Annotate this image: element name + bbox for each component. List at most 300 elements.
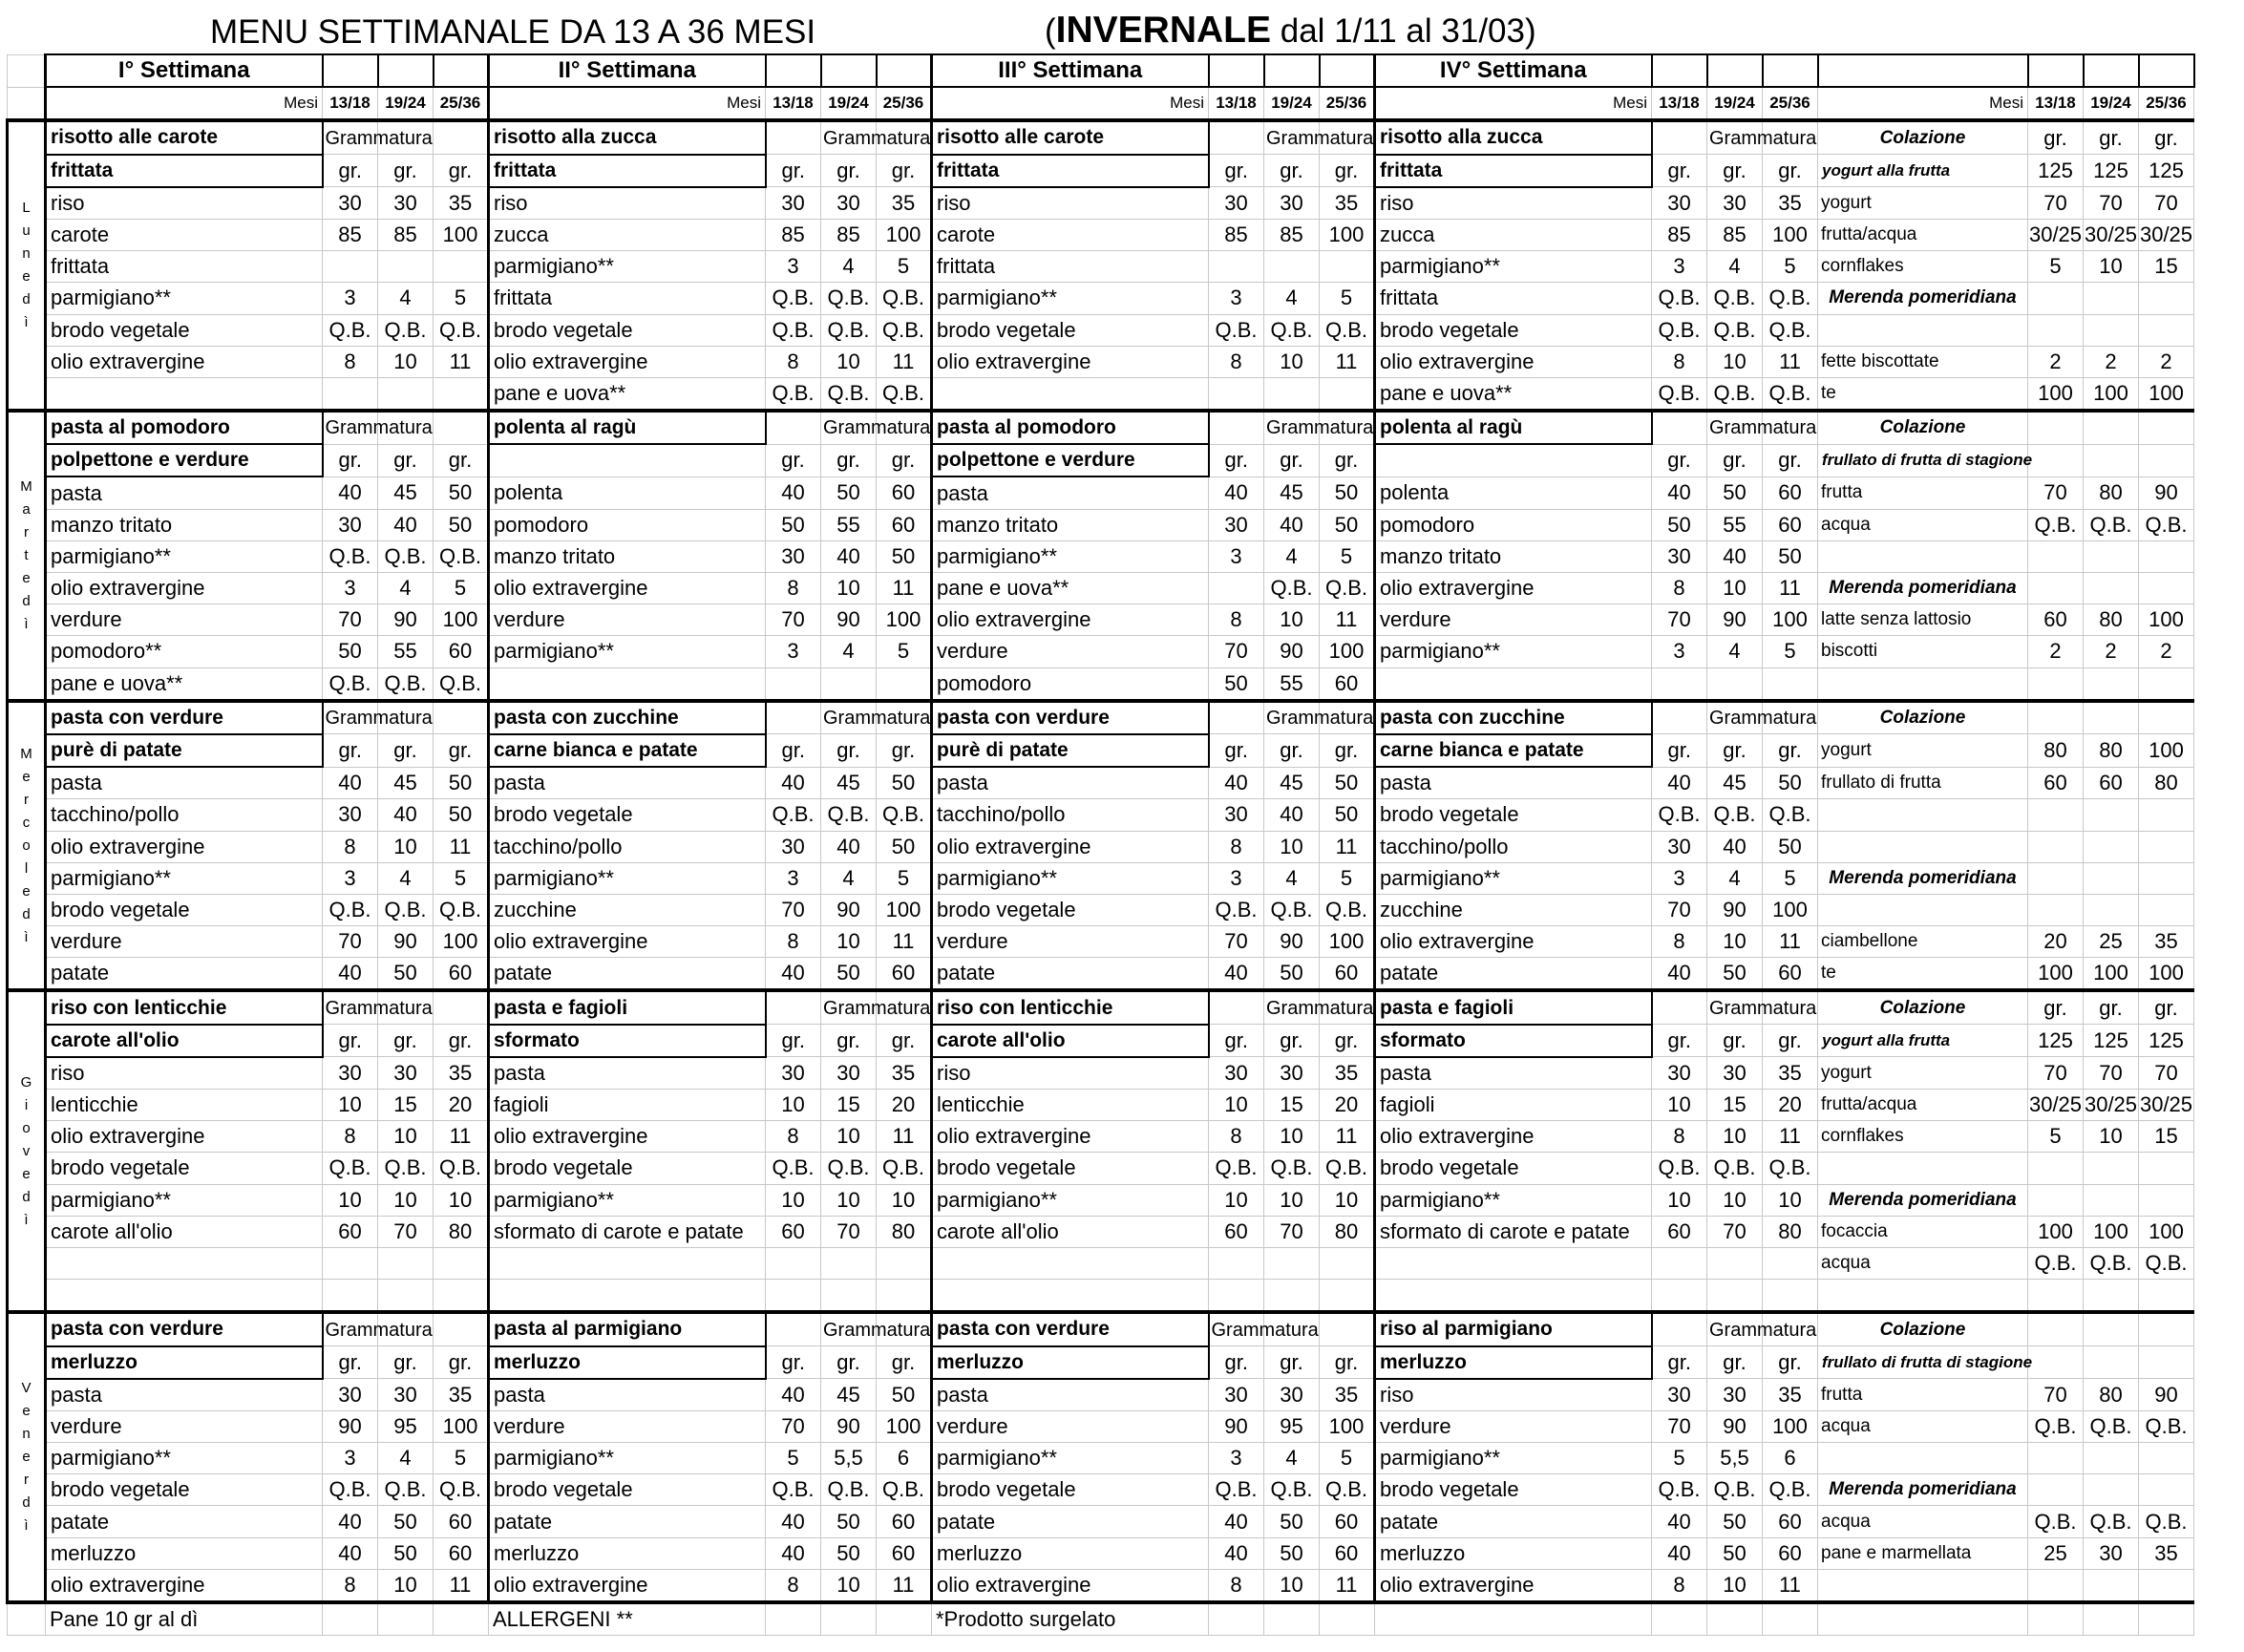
food-item: polenta [489, 477, 766, 509]
quantity-cell [434, 1247, 489, 1279]
quantity-cell: 15 [1264, 1090, 1320, 1121]
quantity-cell: 50 [1209, 667, 1264, 701]
quantity-cell [2084, 831, 2139, 862]
food-item: pane e uova** [46, 667, 323, 701]
quantity-cell: 5 [434, 1443, 489, 1474]
quantity-cell [2139, 1346, 2194, 1379]
quantity-cell [766, 701, 821, 734]
quantity-cell: 80 [877, 1216, 932, 1247]
quantity-cell: Q.B. [766, 1474, 821, 1506]
quantity-cell: Q.B. [877, 314, 932, 346]
food-item: verdure [1375, 1410, 1652, 1442]
quantity-cell: 3 [1209, 283, 1264, 314]
food-item: brodo vegetale [489, 1474, 766, 1506]
quantity-cell: 30 [1652, 1379, 1707, 1411]
quantity-cell: gr. [434, 155, 489, 187]
age-column-header: 13/18 [323, 87, 378, 120]
season-subtitle: (INVERNALE dal 1/11 al 31/03) [1045, 10, 1536, 51]
quantity-cell: 8 [1209, 604, 1264, 636]
food-item: parmigiano** [1375, 251, 1652, 283]
quantity-cell: 90 [1707, 894, 1763, 925]
quantity-cell [1209, 1280, 1264, 1313]
food-item: pomodoro** [46, 636, 323, 667]
week-header: III° Settimana [932, 54, 1209, 87]
quantity-cell: 20 [1320, 1090, 1375, 1121]
quantity-cell: 10 [1707, 1184, 1763, 1216]
quantity-cell: 70 [2028, 1379, 2084, 1411]
quantity-cell: 100 [2139, 1216, 2194, 1247]
food-item: brodo vegetale [46, 314, 323, 346]
quantity-cell: 100 [434, 219, 489, 250]
corner-cell [8, 87, 46, 120]
quantity-cell: 40 [1209, 1506, 1264, 1537]
quantity-cell: Q.B. [877, 283, 932, 314]
quantity-cell: Grammatura [821, 701, 877, 734]
food-item: lenticchie [932, 1090, 1209, 1121]
snack-item: frullato di frutta di stagione [1818, 1346, 2028, 1379]
quantity-cell: 4 [378, 283, 434, 314]
quantity-cell: Q.B. [434, 314, 489, 346]
quantity-cell [2028, 862, 2084, 894]
food-item: brodo vegetale [489, 314, 766, 346]
quantity-cell: 60 [1320, 958, 1375, 991]
quantity-cell: gr. [1320, 1025, 1375, 1057]
quantity-cell: 10 [1707, 573, 1763, 604]
quantity-cell [323, 1280, 378, 1313]
quantity-cell: 80 [1320, 1216, 1375, 1247]
quantity-cell: 80 [2139, 767, 2194, 799]
quantity-cell: gr. [1763, 1025, 1818, 1057]
quantity-cell: 10 [821, 573, 877, 604]
quantity-cell: 20 [2028, 926, 2084, 958]
quantity-cell: 70 [1652, 1410, 1707, 1442]
quantity-cell [1209, 701, 1264, 734]
quantity-cell: Grammatura [1707, 1312, 1763, 1345]
quantity-cell: 40 [766, 1537, 821, 1569]
quantity-cell: Grammatura [323, 990, 378, 1024]
age-column-header: 19/24 [1707, 87, 1763, 120]
food-item: verdure [489, 604, 766, 636]
quantity-cell: 11 [1320, 1569, 1375, 1602]
quantity-cell: 4 [1264, 540, 1320, 572]
quantity-cell: Q.B. [877, 377, 932, 411]
food-item: olio extravergine [46, 573, 323, 604]
quantity-cell: Q.B. [1763, 799, 1818, 831]
quantity-cell [1320, 377, 1375, 411]
quantity-cell: 60 [877, 1537, 932, 1569]
dish-name: pasta al parmigiano [489, 1312, 766, 1345]
food-item [489, 667, 766, 701]
day-label-1: M a r t e d ì [8, 411, 46, 701]
quantity-cell: 60 [2028, 767, 2084, 799]
food-item: parmigiano** [46, 1184, 323, 1216]
quantity-cell: 8 [1209, 1121, 1264, 1153]
quantity-cell: 8 [1652, 926, 1707, 958]
quantity-cell: 35 [1320, 1057, 1375, 1090]
quantity-cell: 3 [323, 1443, 378, 1474]
quantity-cell [1209, 1247, 1264, 1279]
quantity-cell: 11 [1320, 346, 1375, 377]
quantity-cell: Q.B. [1652, 1153, 1707, 1184]
quantity-cell: 100 [2084, 1216, 2139, 1247]
quantity-cell: gr. [434, 1025, 489, 1057]
quantity-cell [2028, 573, 2084, 604]
quantity-cell: 40 [323, 477, 378, 509]
age-column-header: 25/36 [877, 87, 932, 120]
quantity-cell: Q.B. [1264, 1474, 1320, 1506]
quantity-cell [2139, 799, 2194, 831]
food-item: olio extravergine [489, 1121, 766, 1153]
quantity-cell: 11 [1320, 604, 1375, 636]
food-item: lenticchie [46, 1090, 323, 1121]
quantity-cell: 55 [1264, 667, 1320, 701]
quantity-cell [434, 411, 489, 444]
quantity-cell: Grammatura [323, 1312, 378, 1345]
food-item: carote [46, 219, 323, 250]
food-item: parmigiano** [489, 636, 766, 667]
quantity-cell: 70 [1652, 604, 1707, 636]
footer-spacer [2139, 1602, 2194, 1636]
quantity-cell: Q.B. [378, 1474, 434, 1506]
quantity-cell: 30 [378, 1057, 434, 1090]
quantity-cell: Q.B. [1652, 377, 1707, 411]
quantity-cell [2028, 1474, 2084, 1506]
quantity-cell: 85 [1264, 219, 1320, 250]
quantity-cell: Q.B. [1763, 377, 1818, 411]
food-item: olio extravergine [489, 1569, 766, 1602]
quantity-cell: 40 [1264, 509, 1320, 540]
quantity-cell: 2 [2028, 636, 2084, 667]
quantity-cell: Q.B. [2139, 509, 2194, 540]
quantity-cell: 20 [434, 1090, 489, 1121]
quantity-cell: 5 [434, 573, 489, 604]
quantity-cell: gr. [1209, 444, 1264, 477]
meal-heading: Colazione [1818, 411, 2028, 444]
food-item: patate [46, 958, 323, 991]
quantity-cell: 70 [766, 894, 821, 925]
quantity-cell: Q.B. [2084, 509, 2139, 540]
quantity-cell: 5 [1763, 862, 1818, 894]
quantity-cell: Q.B. [1707, 1153, 1763, 1184]
quantity-cell: 11 [1320, 831, 1375, 862]
quantity-cell: 8 [1209, 346, 1264, 377]
quantity-cell: 11 [877, 1569, 932, 1602]
quantity-cell: 35 [877, 1057, 932, 1090]
quantity-cell: 50 [877, 540, 932, 572]
quantity-cell: Q.B. [1209, 314, 1264, 346]
quantity-cell: Q.B. [1320, 573, 1375, 604]
quantity-cell: 50 [1707, 1537, 1763, 1569]
quantity-cell: 70 [2139, 187, 2194, 220]
quantity-cell: 11 [877, 1121, 932, 1153]
quantity-cell: 5 [2028, 251, 2084, 283]
quantity-cell: gr. [434, 444, 489, 477]
quantity-cell: Grammatura [821, 411, 877, 444]
quantity-cell: 50 [1763, 767, 1818, 799]
dish-name: sformato [489, 1025, 766, 1057]
food-item: olio extravergine [932, 1569, 1209, 1602]
quantity-cell: 40 [1209, 958, 1264, 991]
quantity-cell: Q.B. [323, 894, 378, 925]
snack-item [1818, 667, 2028, 701]
food-item [46, 1280, 323, 1313]
quantity-cell: Q.B. [821, 1153, 877, 1184]
week-header-spacer [766, 54, 821, 87]
quantity-cell: Q.B. [434, 1474, 489, 1506]
quantity-cell: 8 [1652, 573, 1707, 604]
quantity-cell [766, 667, 821, 701]
quantity-cell: Q.B. [1652, 314, 1707, 346]
quantity-cell: 125 [2084, 155, 2139, 187]
quantity-cell [2139, 411, 2194, 444]
quantity-cell: 40 [1707, 831, 1763, 862]
quantity-cell [2139, 831, 2194, 862]
quantity-cell: 70 [1209, 636, 1264, 667]
quantity-cell: 2 [2139, 636, 2194, 667]
quantity-cell: gr. [1707, 734, 1763, 767]
food-item: riso [932, 187, 1209, 220]
food-item: fagioli [489, 1090, 766, 1121]
age-column-header: 25/36 [2139, 87, 2194, 120]
food-item: olio extravergine [932, 346, 1209, 377]
quantity-cell: 60 [1763, 509, 1818, 540]
quantity-cell: 4 [821, 251, 877, 283]
quantity-cell: 11 [1763, 346, 1818, 377]
quantity-cell: 10 [1209, 1184, 1264, 1216]
quantity-cell: 100 [2084, 377, 2139, 411]
food-item: olio extravergine [46, 1121, 323, 1153]
quantity-cell: 100 [2084, 958, 2139, 991]
snack-item: te [1818, 377, 2028, 411]
quantity-cell: 20 [1763, 1090, 1818, 1121]
quantity-cell: gr. [766, 444, 821, 477]
quantity-cell: 35 [2139, 926, 2194, 958]
food-item: patate [932, 958, 1209, 991]
quantity-cell [2139, 573, 2194, 604]
food-item: pasta [489, 1057, 766, 1090]
food-item: pasta [489, 767, 766, 799]
food-item: parmigiano** [46, 283, 323, 314]
quantity-cell: 3 [766, 862, 821, 894]
quantity-cell: Q.B. [1320, 1153, 1375, 1184]
quantity-cell: 3 [1652, 251, 1707, 283]
quantity-cell: 70 [821, 1216, 877, 1247]
quantity-cell: 70 [2028, 1057, 2084, 1090]
footer-note: ALLERGENI ** [489, 1602, 766, 1636]
quantity-cell: 3 [1209, 540, 1264, 572]
quantity-cell: gr. [2084, 120, 2139, 154]
quantity-cell: 40 [766, 477, 821, 509]
dish-name: pasta con verdure [932, 1312, 1209, 1345]
dish-name: risotto alla zucca [489, 120, 766, 154]
quantity-cell: 4 [821, 636, 877, 667]
quantity-cell: 60 [1763, 1537, 1818, 1569]
age-column-header: 25/36 [434, 87, 489, 120]
quantity-cell: 8 [323, 1121, 378, 1153]
food-item [489, 1280, 766, 1313]
snack-item: frullato di frutta di stagione [1818, 444, 2028, 477]
quantity-cell [2139, 540, 2194, 572]
week-header-spacer [1209, 54, 1264, 87]
quantity-cell: 3 [1652, 862, 1707, 894]
quantity-cell [1707, 1280, 1763, 1313]
quantity-cell: 3 [323, 283, 378, 314]
food-item: zucchine [489, 894, 766, 925]
quantity-cell: 30/25 [2028, 1090, 2084, 1121]
quantity-cell: gr. [821, 155, 877, 187]
quantity-cell: gr. [323, 444, 378, 477]
quantity-cell: gr. [821, 1346, 877, 1379]
quantity-cell: 70 [1652, 894, 1707, 925]
food-item: parmigiano** [932, 540, 1209, 572]
quantity-cell [2139, 1153, 2194, 1184]
quantity-cell: gr. [1320, 444, 1375, 477]
dish-name: risotto alla zucca [1375, 120, 1652, 154]
food-item: patate [489, 958, 766, 991]
quantity-cell: 60 [1763, 1506, 1818, 1537]
quantity-cell: 70 [1209, 926, 1264, 958]
quantity-cell: gr. [1652, 1025, 1707, 1057]
quantity-cell: 125 [2028, 1025, 2084, 1057]
dish-name: pasta al pomodoro [46, 411, 323, 444]
food-item: olio extravergine [1375, 1121, 1652, 1153]
food-item: patate [932, 1506, 1209, 1537]
quantity-cell: Q.B. [323, 667, 378, 701]
dish-name: pasta con verdure [46, 701, 323, 734]
footer-spacer [821, 1602, 877, 1636]
snack-item: yogurt alla frutta [1818, 155, 2028, 187]
quantity-cell: 30 [1652, 831, 1707, 862]
meal-heading: Colazione [1818, 990, 2028, 1024]
quantity-cell: 60 [434, 636, 489, 667]
quantity-cell: 11 [877, 573, 932, 604]
dish-name: pasta con verdure [46, 1312, 323, 1345]
quantity-cell: 35 [1320, 1379, 1375, 1411]
quantity-cell: 10 [2084, 251, 2139, 283]
food-item: manzo tritato [46, 509, 323, 540]
quantity-cell: 6 [877, 1443, 932, 1474]
quantity-cell: 10 [1264, 346, 1320, 377]
food-item: olio extravergine [1375, 926, 1652, 958]
food-item: riso [46, 1057, 323, 1090]
footer-spacer [1264, 1602, 1320, 1636]
quantity-cell [434, 1280, 489, 1313]
quantity-cell: 30 [766, 540, 821, 572]
quantity-cell: 5 [1763, 251, 1818, 283]
quantity-cell: 35 [1763, 1057, 1818, 1090]
food-item: olio extravergine [46, 1569, 323, 1602]
quantity-cell: Q.B. [1264, 314, 1320, 346]
food-item: pomodoro [1375, 509, 1652, 540]
quantity-cell: 30 [1707, 187, 1763, 220]
quantity-cell: Q.B. [2139, 1506, 2194, 1537]
quantity-cell [1707, 667, 1763, 701]
snack-item: frutta/acqua [1818, 1090, 2028, 1121]
quantity-cell [1264, 1280, 1320, 1313]
quantity-cell [2139, 1569, 2194, 1602]
quantity-cell: 60 [2028, 604, 2084, 636]
week-header: II° Settimana [489, 54, 766, 87]
quantity-cell: 100 [1763, 219, 1818, 250]
quantity-cell: 2 [2084, 346, 2139, 377]
quantity-cell: 5 [877, 251, 932, 283]
dish-name: merluzzo [932, 1346, 1209, 1379]
quantity-cell: 40 [378, 509, 434, 540]
footer-spacer [766, 1602, 821, 1636]
quantity-cell: Q.B. [1707, 377, 1763, 411]
quantity-cell: 10 [1264, 1121, 1320, 1153]
quantity-cell: 125 [2084, 1025, 2139, 1057]
quantity-cell: 40 [323, 958, 378, 991]
snack-item [1818, 1153, 2028, 1184]
quantity-cell: 30 [1264, 187, 1320, 220]
quantity-cell [877, 1247, 932, 1279]
quantity-cell: 100 [2139, 958, 2194, 991]
quantity-cell: gr. [877, 155, 932, 187]
food-item: riso [489, 187, 766, 220]
meal-heading: Colazione [1818, 1312, 2028, 1345]
dish-name: purè di patate [932, 734, 1209, 767]
food-item: riso [46, 187, 323, 220]
food-item: parmigiano** [932, 283, 1209, 314]
quantity-cell: 50 [434, 799, 489, 831]
food-item: merluzzo [46, 1537, 323, 1569]
quantity-cell: 90 [2139, 1379, 2194, 1411]
quantity-cell: 35 [877, 187, 932, 220]
snack-item: latte senza lattosio [1818, 604, 2028, 636]
dish-name: pasta al pomodoro [932, 411, 1209, 444]
quantity-cell [2084, 573, 2139, 604]
quantity-cell: 80 [2084, 1379, 2139, 1411]
quantity-cell [378, 251, 434, 283]
age-column-header: 13/18 [2028, 87, 2084, 120]
quantity-cell [1209, 990, 1264, 1024]
quantity-cell: 30 [1652, 187, 1707, 220]
quantity-cell [821, 1247, 877, 1279]
quantity-cell: 85 [1652, 219, 1707, 250]
quantity-cell: 35 [2139, 1537, 2194, 1569]
quantity-cell: 30 [766, 187, 821, 220]
quantity-cell: gr. [323, 155, 378, 187]
dish-name: pasta con zucchine [1375, 701, 1652, 734]
food-item: manzo tritato [932, 509, 1209, 540]
quantity-cell: 4 [378, 862, 434, 894]
age-column-header: 25/36 [1763, 87, 1818, 120]
quantity-cell: 8 [766, 1569, 821, 1602]
season-name: INVERNALE [1055, 10, 1272, 51]
food-item: verdure [46, 926, 323, 958]
snack-item [1818, 831, 2028, 862]
food-item: patate [1375, 1506, 1652, 1537]
quantity-cell: Q.B. [1209, 1474, 1264, 1506]
quantity-cell: 10 [821, 1121, 877, 1153]
quantity-cell [2084, 894, 2139, 925]
quantity-cell: 60 [2084, 767, 2139, 799]
food-item: parmigiano** [46, 540, 323, 572]
quantity-cell: 90 [1707, 604, 1763, 636]
dish-name: frittata [46, 155, 323, 187]
food-item: pasta [489, 1379, 766, 1411]
quantity-cell: 30 [323, 1057, 378, 1090]
quantity-cell: 40 [766, 1379, 821, 1411]
quantity-cell [2084, 701, 2139, 734]
quantity-cell: 50 [1707, 1506, 1763, 1537]
snack-item: fette biscottate [1818, 346, 2028, 377]
quantity-cell [1209, 120, 1264, 154]
quantity-cell: 2 [2028, 346, 2084, 377]
quantity-cell: Q.B. [2028, 1247, 2084, 1279]
footer-spacer [1818, 1602, 2028, 1636]
